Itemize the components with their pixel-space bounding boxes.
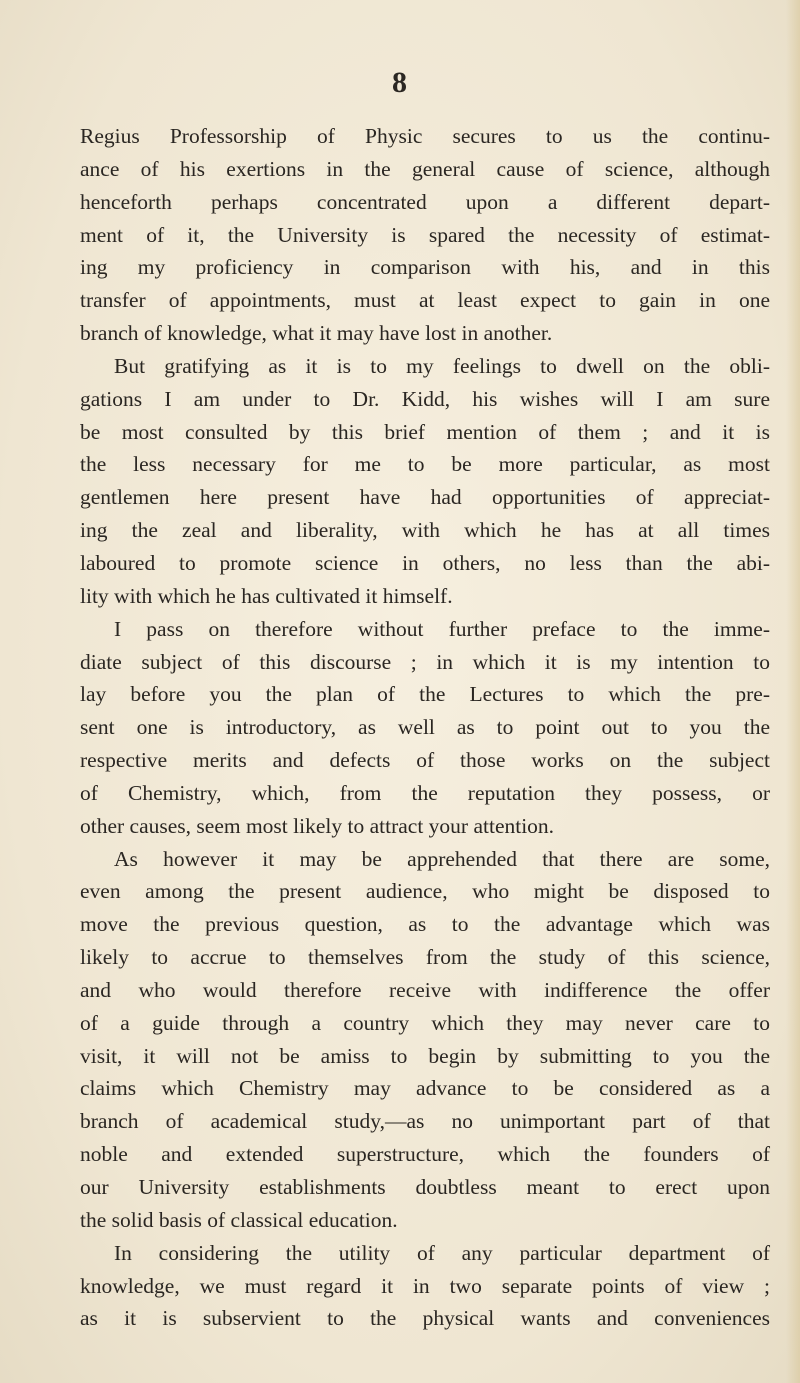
text-line: Regius Professorship of Physic secures to us the continu- <box>80 124 770 148</box>
text-line: of a guide through a country which they may never care to <box>80 1010 770 1035</box>
text-line: ance of his exertions in the general cause of science, although <box>80 156 770 181</box>
text-line: likely to accrue to themselves from the study of this science, <box>80 945 770 970</box>
text-line: ment of it, the University is spared the necessity of estimat- <box>80 222 770 247</box>
text-line: respective merits and defects of those works on the subject <box>80 748 770 773</box>
text-line: our University establishments doubtless meant to erect upon <box>80 1175 770 1199</box>
paragraph-start: In considering the utility of any particular department of <box>114 1240 770 1265</box>
text-line: and who would therefore receive with indifference the offer <box>80 977 770 1002</box>
text-line: be most consulted by this brief mention of them ; and it is <box>80 419 770 444</box>
text-line: gations I am under to Dr. Kidd, his wishes will I am sure <box>80 386 770 411</box>
text-line: henceforth perhaps concentrated upon a different depart- <box>80 189 770 214</box>
paragraph-start: As however it may be apprehended that there are some, <box>114 846 770 871</box>
text-line: the less necessary for me to be more particular, as most <box>80 452 770 477</box>
text-line: ing the zeal and liberality, with which he has at all times <box>80 518 770 543</box>
text-line: knowledge, we must regard it in two separate points of view ; <box>80 1273 770 1298</box>
text-line: other causes, seem most likely to attract your attention. <box>80 813 555 838</box>
page-edge-shadow <box>786 0 800 1383</box>
text-line: diate subject of this discourse ; in which it is my intention to <box>80 649 770 674</box>
text-line: sent one is introductory, as well as to point out to you the <box>80 715 770 740</box>
paragraph-start: But gratifying as it is to my feelings to dwell on the obli- <box>114 353 770 378</box>
text-line: branch of knowledge, what it may have lost in another. <box>80 321 553 346</box>
text-line: gentlemen here present have had opportunities of appreciat- <box>80 485 770 510</box>
text-line: transfer of appointments, must at least expect to gain in one <box>80 288 770 313</box>
text-line: claims which Chemistry may advance to be considered as a <box>80 1076 770 1101</box>
text-line: of Chemistry, which, from the reputation they possess, or <box>80 780 770 805</box>
paragraph-start: I pass on therefore without further preface to the imme- <box>114 616 770 641</box>
text-line: even among the present audience, who might be disposed to <box>80 879 770 904</box>
text-line: branch of academical study,—as no unimportant part of that <box>80 1109 770 1134</box>
text-line: laboured to promote science in others, no less than the abi- <box>80 550 770 575</box>
text-line: lay before you the plan of the Lectures to which the pre- <box>80 682 770 707</box>
page-number: 8 <box>392 66 408 99</box>
text-line: move the previous question, as to the advantage which was <box>80 912 770 937</box>
text-line: as it is subservient to the physical wants and conveniences <box>80 1306 770 1331</box>
text-line: lity with which he has cultivated it himself. <box>80 583 453 608</box>
text-line: ing my proficiency in comparison with his, and in this <box>80 255 770 280</box>
body-text <box>80 120 770 1335</box>
text-line: noble and extended superstructure, which the founders of <box>80 1142 770 1167</box>
text-line: visit, it will not be amiss to begin by submitting to you the <box>80 1043 770 1068</box>
text-line: the solid basis of classical education. <box>80 1207 398 1232</box>
